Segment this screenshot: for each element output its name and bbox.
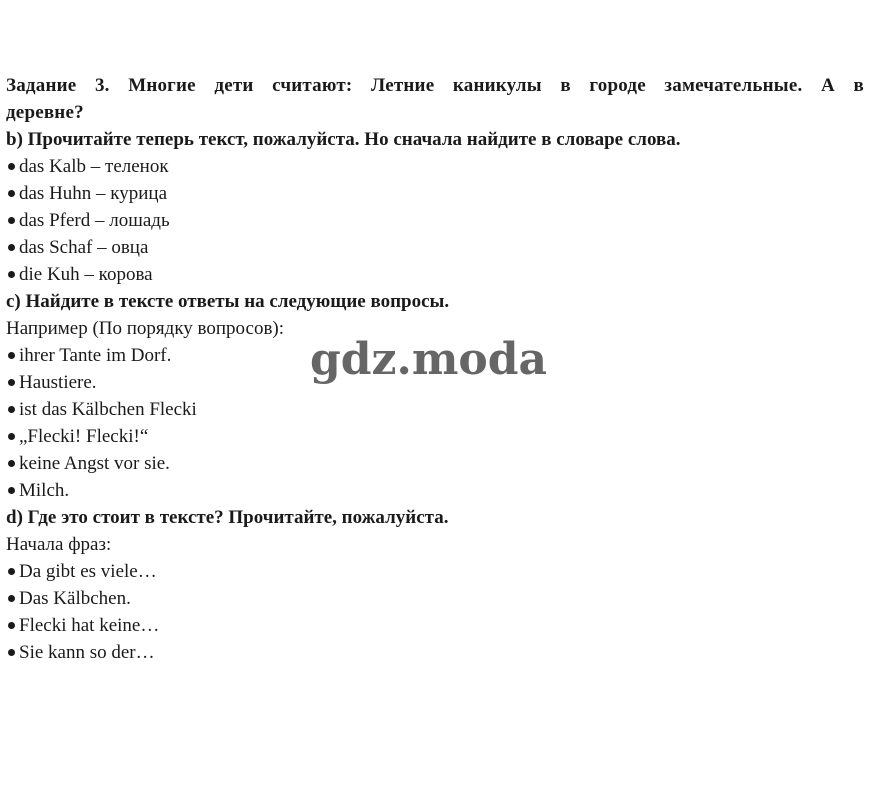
phrase-item-text: Flecki hat keine… — [19, 615, 160, 636]
section-d-heading: d) Где это стоит в тексте? Прочитайте, пожалуйста. — [6, 507, 449, 528]
bullet-icon — [8, 460, 15, 467]
vocab-item — [6, 261, 864, 288]
bullet-icon — [8, 379, 15, 386]
phrase-item — [6, 612, 864, 639]
bullet-icon — [8, 244, 15, 251]
section-b-heading: b) Прочитайте теперь текст, пожалуйста. Но сначала найдите в словаре слова. — [6, 129, 681, 150]
bullet-icon — [8, 649, 15, 656]
section-c-intro: Например (По порядку вопросов): — [6, 318, 285, 339]
vocab-item-text: das Kalb – теленок — [19, 156, 169, 177]
phrase-item — [6, 558, 864, 585]
answer-item — [6, 477, 864, 504]
bullet-icon — [8, 271, 15, 278]
answer-item-text: keine Angst vor sie. — [19, 453, 170, 474]
vocab-item-text: das Schaf – овца — [19, 237, 149, 258]
phrase-item-text: Da gibt es viele… — [19, 561, 157, 582]
bullet-icon — [8, 487, 15, 494]
answer-item-text: „Flecki! Flecki!“ — [19, 426, 149, 447]
vocab-item — [6, 153, 864, 180]
bullet-icon — [8, 622, 15, 629]
bullet-icon — [8, 433, 15, 440]
phrase-item — [6, 585, 864, 612]
section-d-intro: Начала фраз: — [6, 534, 112, 555]
phrase-item — [6, 639, 864, 666]
task-title-line-1: Задание 3. Многие дети считают: Летние каникулы в городе замечательные. А в — [6, 75, 864, 96]
bullet-icon — [8, 190, 15, 197]
bullet-icon — [8, 568, 15, 575]
task-title-line-2: деревне? — [6, 102, 84, 123]
bullet-icon — [8, 406, 15, 413]
vocab-item-text: das Pferd – лошадь — [19, 210, 170, 231]
vocab-item — [6, 234, 864, 261]
bullet-icon — [8, 163, 15, 170]
bullet-icon — [8, 217, 15, 224]
bullet-icon — [8, 352, 15, 359]
vocab-item — [6, 207, 864, 234]
vocab-item-text: das Huhn – курица — [19, 183, 168, 204]
phrase-item-text: Sie kann so der… — [19, 642, 155, 663]
answer-item-text: ihrer Tante im Dorf. — [19, 345, 172, 366]
task-title — [6, 72, 864, 126]
bullet-icon — [8, 595, 15, 602]
watermark-logo: gdz.moda — [310, 334, 548, 385]
vocab-item-text: die Kuh – корова — [19, 264, 153, 285]
answer-item-text: Milch. — [19, 480, 70, 501]
phrase-item-text: Das Kälbchen. — [19, 588, 131, 609]
section-c-heading: c) Найдите в тексте ответы на следующие вопросы. — [6, 291, 450, 312]
answer-item — [6, 450, 864, 477]
vocab-item — [6, 180, 864, 207]
answer-item — [6, 423, 864, 450]
answer-item — [6, 396, 864, 423]
answer-item-text: ist das Kälbchen Flecki — [19, 399, 197, 420]
answer-item-text: Haustiere. — [19, 372, 97, 393]
